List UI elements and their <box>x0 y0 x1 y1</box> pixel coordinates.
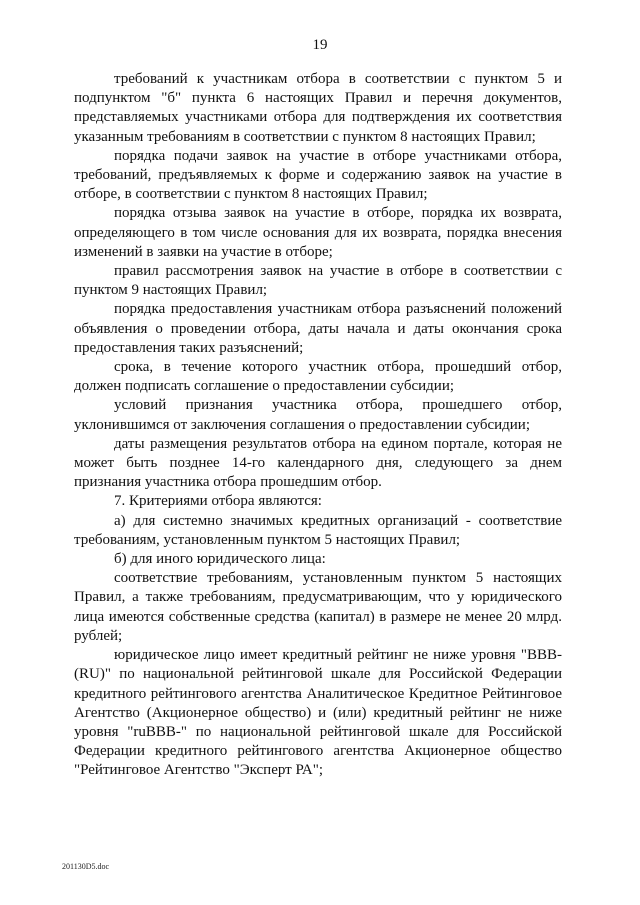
paragraph-signing-term: срока, в течение которого участник отбора, прошедший отбор, должен подписать соглашение о предоставлении субсидии; <box>74 359 562 395</box>
paragraph-own-funds: соответствие требованиям, установленным пунктом 5 настоящих Правил, а также требованиям, предусматривающим, что у юридического лица имеются собственные средства (капитал) в размере не менее 20 млрд. рублей; <box>74 570 562 644</box>
paragraph-results-publication: даты размещения результатов отбора на едином портале, которая не может быть позднее 14-го календарного дня, следующего за днем признания участника отбора прошедшим отбор. <box>74 435 562 491</box>
paragraph-evasion-conditions: условий признания участника отбора, прошедшего отбор, уклонившимся от заключения соглашения о предоставлении субсидии; <box>74 397 562 433</box>
page-number: 19 <box>312 37 328 53</box>
paragraph-credit-rating: юридическое лицо имеет кредитный рейтинг не ниже уровня "BBB-(RU)" по национальной рейтинговой шкале для Российской Федерации кредитного рейтингового агентства Аналитическое Кредитное Рейтинговое Агентство (Акционерное общество) и (или) кредитный рейтинг не ниже уровня "ruBBB-" по национальной рейтинговой шкале для Российской Федерации кредитного рейтингового агентства Акционерное общество "Рейтинговое Агентство "Эксперт РА"; <box>74 647 562 779</box>
paragraph-criteria-heading: 7. Критериями отбора являются: <box>114 493 322 510</box>
paragraph-application-withdrawal: порядка отзыва заявок на участие в отборе, порядка их возврата, определяющего в том числе основания для их возврата, порядка внесения изменений в заявки на участие в отборе; <box>74 205 562 260</box>
paragraph-review-rules: правил рассмотрения заявок на участие в отборе в соответствии с пунктом 9 настоящих Правил; <box>74 263 562 299</box>
footer-filename: 201130D5.doc <box>62 862 110 871</box>
document-body <box>74 70 562 781</box>
paragraph-participant-requirements: требований к участникам отбора в соответствии с пунктом 5 и подпунктом "б" пункта 6 настоящих Правил и перечня документов, представляемых участниками отбора для подтверждения их соответствия указанным требованиям в соответствии с пунктом 8 настоящих Правил; <box>74 71 562 145</box>
paragraph-clarifications: порядка предоставления участникам отбора разъяснений положений объявления о проведении отбора, даты начала и даты окончания срока предоставления таких разъяснений; <box>74 301 562 356</box>
paragraph-application-submission: порядка подачи заявок на участие в отборе участниками отбора, требований, предъявляемых к форме и содержанию заявок на участие в отборе, в соответствии с пунктом 8 настоящих Правил; <box>74 147 562 203</box>
paragraph-criteria-b: б) для иного юридического лица: <box>114 551 326 568</box>
paragraph-criteria-a: а) для системно значимых кредитных организаций - соответствие требованиям, установленным пунктом 5 настоящих Правил; <box>74 512 562 548</box>
